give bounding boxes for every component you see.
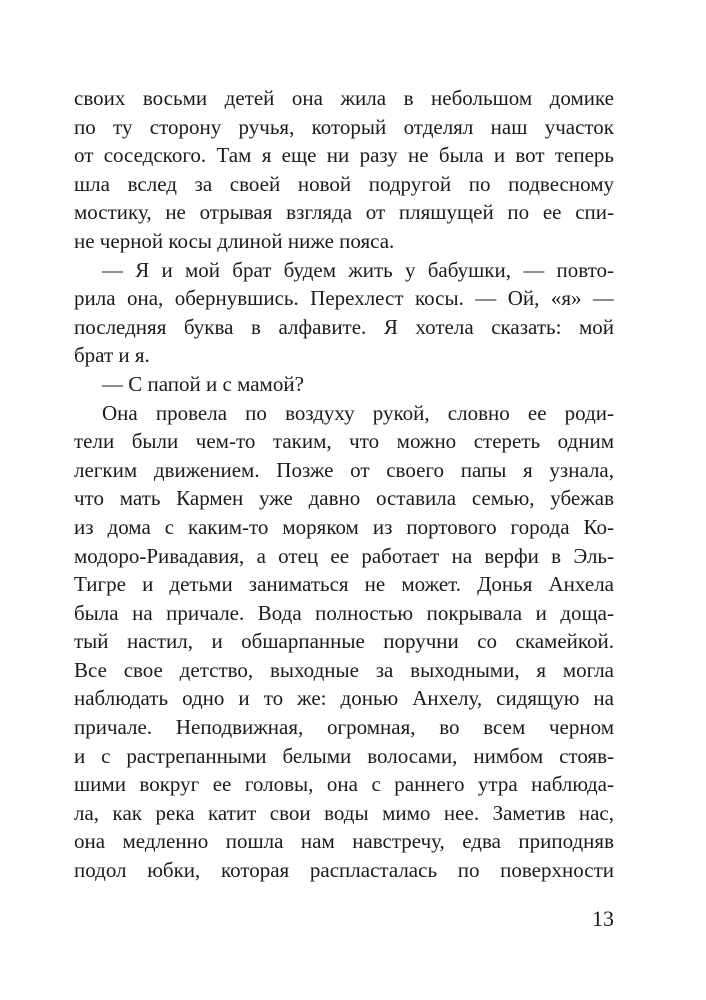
text-line: подол юбки, которая распласталась по поверхности (74, 858, 614, 883)
text-line: легким движением. Позже от своего папы я узнала, (74, 457, 614, 482)
text-line: — С папой и с мамой? (102, 371, 304, 396)
text-line: от соседского. Там я еще ни разу не была и вот теперь (74, 143, 614, 168)
text-line: своих восьми детей она жила в небольшом домике (74, 86, 614, 110)
text-line: ла, как река катит свои воды мимо нее. Заметив нас, (74, 800, 614, 825)
page-number: 13 (592, 906, 614, 931)
text-line: шими вокруг ее головы, она с раннего утра наблюда- (74, 772, 614, 797)
text-line: причале. Неподвижная, огромная, во всем черном (74, 715, 614, 740)
text-line: Тигре и детьми заниматься не может. Донья Анхела (74, 572, 614, 597)
text-line: мостику, не отрывая взгляда от пляшущей по ее спи- (74, 200, 614, 225)
text-line: что мать Кармен уже давно оставила семью, убежав (74, 486, 614, 511)
text-line: модоро-Ривадавия, а отец ее работает на верфи в Эль- (74, 543, 614, 568)
text-line: по ту сторону ручья, который отделял наш участок (74, 114, 614, 139)
text-line: тели были чем-то таким, что можно стереть одним (74, 429, 614, 454)
text-line: шла вслед за своей новой подругой по подвесному (74, 171, 614, 196)
text-line: рила она, обернувшись. Перехлест косы. — Ой, «я» — (74, 286, 614, 311)
text-line: была на причале. Вода полностью покрывала и доща- (74, 600, 614, 625)
text-line: она медленно пошла нам навстречу, едва приподняв (74, 829, 614, 854)
text-line: Все свое детство, выходные за выходными, я могла (74, 657, 614, 682)
text-line: наблюдать одно и то же: донью Анхелу, сидящую на (74, 686, 614, 711)
text-line: тый настил, и обшарпанные поручни со скамейкой. (74, 629, 614, 654)
text-line: последняя буква в алфавите. Я хотела сказать: мой (74, 314, 614, 339)
text-line: не черной косы длиной ниже пояса. (74, 228, 395, 253)
text-line: — Я и мой брат будем жить у бабушки, — повто- (102, 257, 614, 282)
body-text (74, 84, 614, 885)
text-line: и с растрепанными белыми волосами, нимбом стояв- (74, 743, 614, 768)
text-line: Она провела по воздуху рукой, словно ее роди- (102, 400, 614, 425)
text-line: брат и я. (74, 343, 150, 368)
text-line: из дома с каким-то моряком из портового города Ко- (74, 514, 614, 539)
